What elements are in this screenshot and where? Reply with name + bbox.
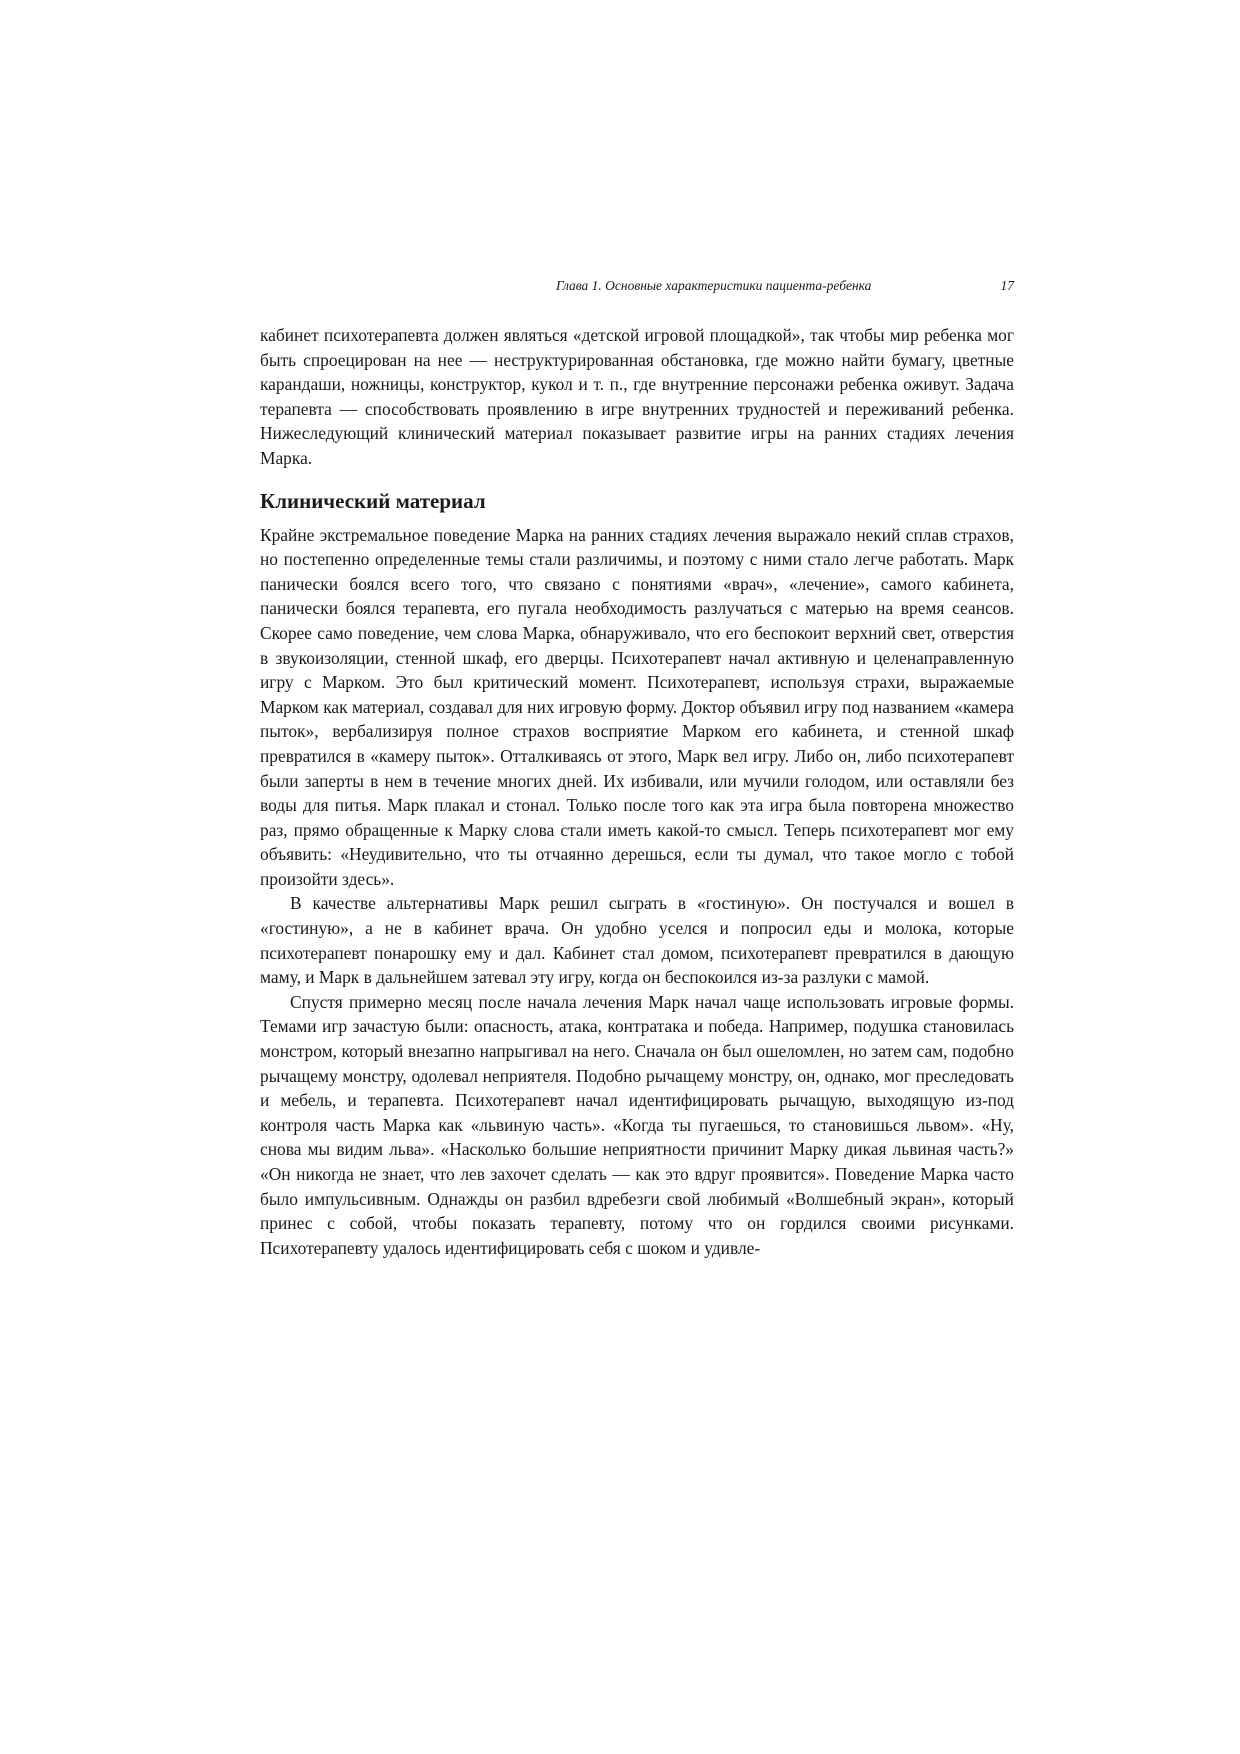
intro-paragraph: кабинет психотерапевта должен являться «детской игровой площадкой», так чтобы мир ребенка мог быть спроецирован на нее — неструктурированная обстановка, где можно найти бумагу, цветные карандаши, ножницы, конструктор, кукол и т. п., где внутренние персонажи ребенка оживут. Задача терапевта — способствовать проявлению в игре внутренних трудностей и переживаний ребенка. Нижеследующий клинический материал показывает развитие игры на ранних стадиях лечения Марка. bbox=[260, 325, 1014, 468]
paragraph: Спустя примерно месяц после начала лечения Марк начал чаще использовать игровые формы. Темами игр зачастую были: опасность, атака, контратака и победа. Например, подушка становилась монстром, который внезапно напрыгивал на него. Сначала он был ошеломлен, но затем сам, подобно рычащему монстру, одолевал неприятеля. Подобно рычащему монстру, он, однако, мог преследовать и мебель, и терапевта. Психотерапевт начал идентифицировать рычащую, выходящую из-под контроля часть Марка как «львиную часть». «Когда ты пугаешься, то становишься львом». «Ну, снова мы видим льва». «Насколько большие неприятности причинит Марку дикая львиная часть?» «Он никогда не знает, что лев захочет сделать — как это вдруг проявится». Поведение Марка часто было импульсивным. Однажды он разбил вдребезги свой любимый «Волшебный экран», который принес с собой, чтобы показать терапевту, потому что он гордился своими рисунками. Психотерапевту удалось идентифицировать себя с шоком и удивле- bbox=[260, 991, 1014, 1258]
section-heading: Клинический материал bbox=[260, 488, 486, 513]
running-head bbox=[556, 276, 1014, 296]
paragraph: В качестве альтернативы Марк решил сыграть в «гостиную». Он постучался и вошел в «гостиную», а не в кабинет врача. Он удобно уселся и попросил еды и молока, которые психотерапевт понарошку ему и дал. Кабинет стал домом, психотерапевт превратился в дающую маму, и Марк в дальнейшем затевал эту игру, когда он беспокоился из-за разлуки с мамой. bbox=[260, 893, 1014, 988]
body-text bbox=[260, 323, 1014, 1260]
chapter-title: Глава 1. Основные характеристики пациента-ребенка bbox=[556, 278, 872, 293]
page-number: 17 bbox=[1000, 278, 1014, 293]
paragraph: Крайне экстремальное поведение Марка на ранних стадиях лечения выражало некий сплав страхов, но постепенно определенные темы стали различимы, и поэтому с ними стало легче работать. Марк панически боялся всего того, что связано с понятиями «врач», «лечение», самого кабинета, панически боялся терапевта, его пугала необходимость разлучаться с матерью на время сеансов. Скорее само поведение, чем слова Марка, обнаруживало, что его беспокоит верхний свет, отверстия в звукоизоляции, стенной шкаф, его дверцы. Психотерапевт начал активную и целенаправленную игру с Марком. Это был критический момент. Психотерапевт, используя страхи, выражаемые Марком как материал, создавал для них игровую форму. Доктор объявил игру под названием «камера пыток», вербализируя полное страхов восприятие Марком его кабинета, и стенной шкаф превратился в «камеру пыток». Отталкиваясь от этого, Марк вел игру. Либо он, либо психотерапевт были заперты в нем в течение многих дней. Их избивали, или мучили голодом, или оставляли без воды для питья. Марк плакал и стонал. Только после того как эта игра была повторена множество раз, прямо обращенные к Марку слова стали иметь какой-то смысл. Теперь психотерапевт мог ему объявить: «Неудивительно, что ты отчаянно дерешься, если ты думал, что такое могло с тобой произойти здесь». bbox=[260, 524, 1014, 889]
